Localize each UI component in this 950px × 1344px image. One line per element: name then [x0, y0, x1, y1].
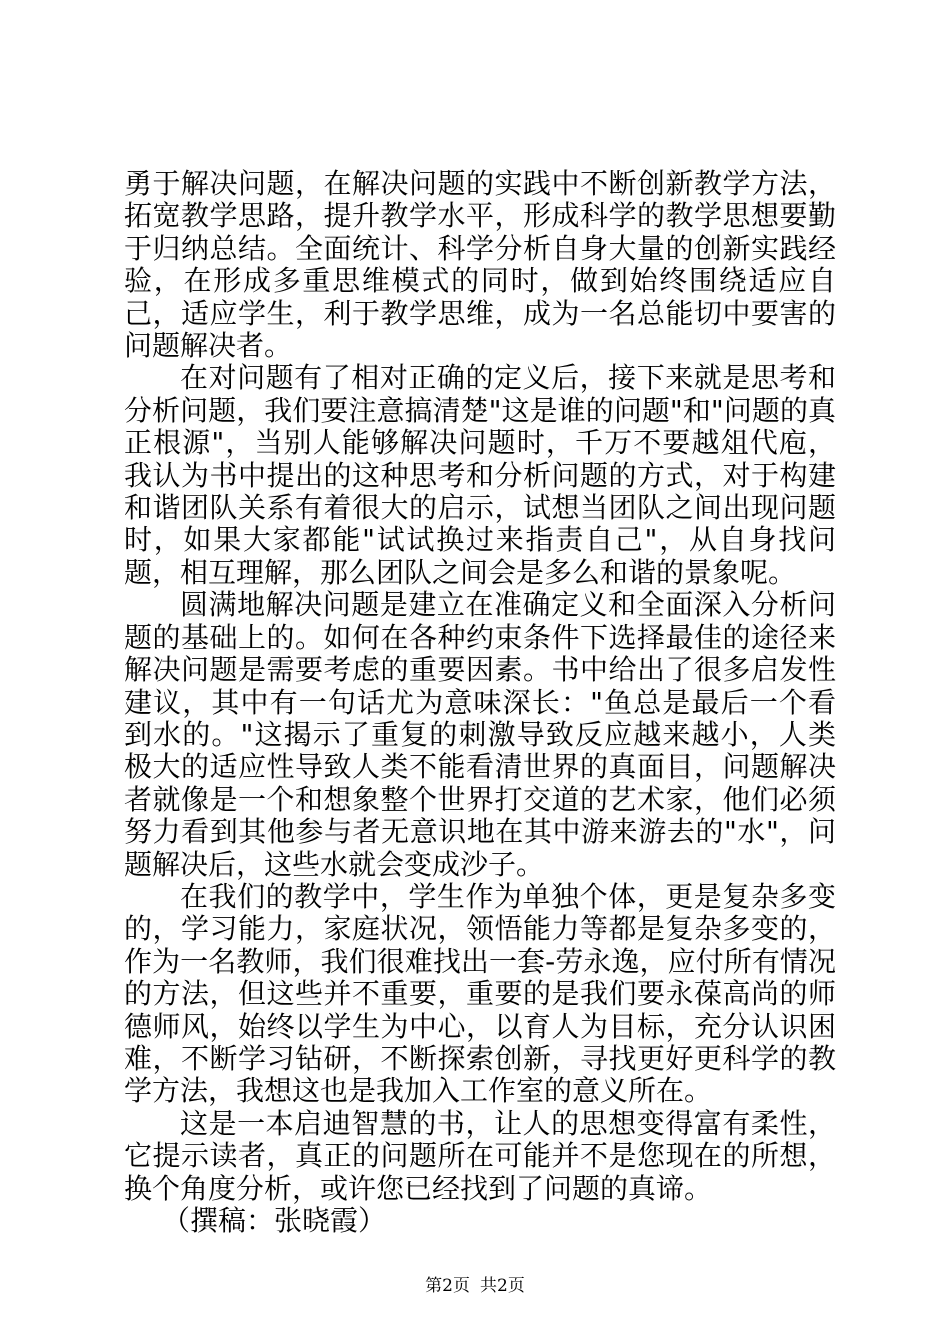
paragraph-2: 在对问题有了相对正确的定义后，接下来就是思考和分析问题，我们要注意搞清楚"这是谁的问题"和"问题的真正根源"，当别人能够解决问题时，千万不要越俎代庖，我认为书中提出的这种思考和分析问题的方式，对于构建和谐团队关系有着很大的启示，试想当团队之间出现问题时，如果大家都能"试试换过来指责自己"，从自身找问题，相互理解，那么团队之间会是多么和谐的景象呢。: [124, 361, 836, 589]
author-byline: （撰稿：张晓霞）: [162, 1204, 387, 1237]
paragraph-3: 圆满地解决问题是建立在准确定义和全面深入分析问题的基础上的。如何在各种约束条件下选择最佳的途径来解决问题是需要考虑的重要因素。书中给出了很多启发性建议，其中有一句话尤为意味深长："鱼总是最后一个看到水的。"这揭示了重复的刺激导致反应越来越小，人类极大的适应性导致人类不能看清世界的真面目，问题解决者就像是一个和想象整个世界打交道的艺术家，他们必须努力看到其他参与者无意识地在其中游来游去的"水"，问题解决后，这些水就会变成沙子。: [124, 588, 836, 881]
document-body: [124, 168, 836, 1237]
page-number: 第2页: [425, 1276, 470, 1296]
page-footer: [0, 1276, 950, 1296]
paragraph-1: 勇于解决问题，在解决问题的实践中不断创新教学方法，拓宽教学思路，提升教学水平，形成科学的教学思想要勤于归纳总结。全面统计、科学分析自身大量的创新实践经验，在形成多重思维模式的同时，做到始终围绕适应自己，适应学生，利于教学思维，成为一名总能切中要害的问题解决者。: [124, 167, 836, 363]
paragraph-5: 这是一本启迪智慧的书，让人的思想变得富有柔性，它提示读者，真正的问题所在可能并不是您现在的所想，换个角度分析，或许您已经找到了问题的真谛。: [124, 1106, 836, 1205]
paragraph-4: 在我们的教学中，学生作为单独个体，更是复杂多变的，学习能力，家庭状况，领悟能力等都是复杂多变的，作为一名教师，我们很难找出一套-劳永逸，应付所有情况的方法，但这些并不重要，重要的是我们要永葆高尚的师德师风，始终以学生为中心，以育人为目标，充分认识困难，不断学习钻研，不断探索创新，寻找更好更科学的教学方法，我想这也是我加入工作室的意义所在。: [124, 879, 836, 1108]
page-total: 共2页: [480, 1276, 525, 1296]
